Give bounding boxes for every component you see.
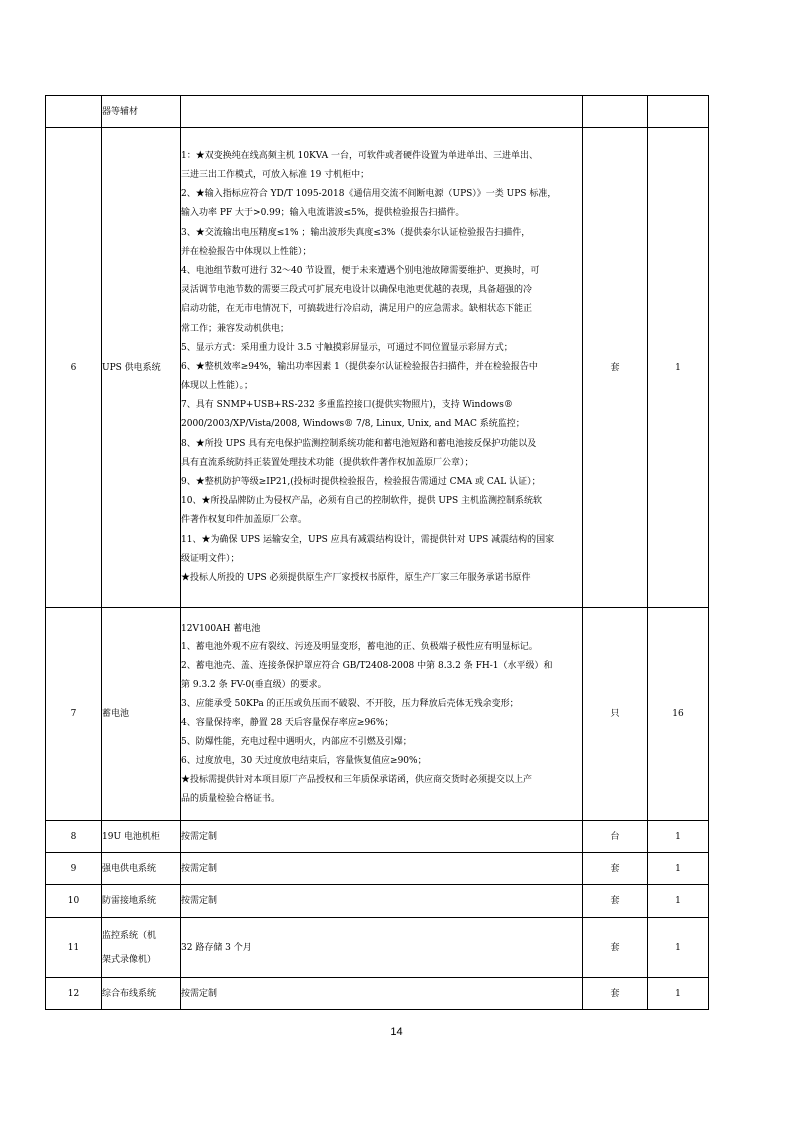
item-quantity: 1 bbox=[648, 918, 709, 978]
item-name bbox=[102, 608, 181, 821]
item-name bbox=[102, 885, 181, 918]
row-number bbox=[46, 96, 102, 128]
spec-line: 第 9.3.2 条 FV-0(垂直级）的要求。 bbox=[181, 680, 327, 691]
spec-line: 启动功能，在无市电情况下，可搞载进行冷启动，满足用户的应急需求。缺相状态下能正 bbox=[181, 304, 533, 315]
row-number: 9 bbox=[46, 853, 102, 885]
spec-line: ★投标需提供针对本项目原厂产品授权和三年质保承诺函，供应商交货时必须提交以上产 bbox=[181, 774, 533, 785]
spec-line: 12V100AH 蓄电池 bbox=[181, 623, 261, 634]
item-name bbox=[102, 96, 181, 128]
item-spec bbox=[181, 918, 583, 978]
spec-line: 按需定制 bbox=[181, 896, 218, 906]
spec-line: 输入功率 PF 大于>0.99；输入电流谐波≤5%，提供检验报告扫描件。 bbox=[181, 208, 465, 219]
spec-line: 5、显示方式：采用重力设计 3.5 寸触摸彩屏显示，可通过不同位置显示彩屏方式； bbox=[181, 342, 513, 353]
spec-line: 6、过度放电，30 天过度放电结束后，容量恢复值应≥90%； bbox=[181, 755, 427, 766]
item-name-line: 蓄电池 bbox=[102, 709, 130, 719]
item-quantity: 1 bbox=[648, 128, 709, 608]
item-unit: 只 bbox=[583, 608, 648, 821]
spec-line: 3、★交流输出电压精度≤1% ；输出波形失真度≤3%（提供泰尔认证检验报告扫描件， bbox=[181, 227, 531, 238]
spec-line: 灵活调节电池节数的需要三段式可扩展充电设计以确保电池更优越的表现，具备超强的冷 bbox=[181, 285, 533, 296]
row-number: 10 bbox=[46, 885, 102, 918]
page-number: 14 bbox=[390, 1026, 403, 1038]
item-name-line: 器等辅材 bbox=[102, 106, 139, 117]
spec-line: 5、防爆性能，充电过程中遇明火，内部应不引燃及引爆； bbox=[181, 736, 412, 747]
spec-line: 体现以上性能）。； bbox=[181, 381, 254, 392]
item-quantity: 1 bbox=[648, 821, 709, 853]
item-name-line: 强电供电系统 bbox=[102, 863, 157, 874]
table-row bbox=[46, 821, 709, 853]
spec-line: 具有直流系统防抖正装置处理技术功能（提供软件著作权加盖原厂公章）； bbox=[181, 457, 474, 468]
item-unit bbox=[583, 96, 648, 128]
item-name bbox=[102, 853, 181, 885]
item-name-line: 防雷接地系统 bbox=[102, 896, 157, 906]
spec-line: 7、具有 SNMP+USB+RS-232 多重监控接口(提供实物照片)，支持 Windows® bbox=[181, 400, 513, 411]
row-number: 11 bbox=[46, 918, 102, 978]
item-name bbox=[102, 821, 181, 853]
table-row bbox=[46, 608, 709, 821]
item-spec bbox=[181, 96, 583, 128]
spec-line: 并在检验报告中体现以上性能）； bbox=[181, 246, 312, 257]
item-quantity bbox=[648, 96, 709, 128]
spec-line: 按需定制 bbox=[181, 831, 218, 842]
table-row bbox=[46, 885, 709, 918]
spec-line: 常工作；兼容发动机供电； bbox=[181, 323, 290, 334]
spec-line: 4、容量保持率，静置 28 天后容量保存率应≥96%； bbox=[181, 718, 394, 728]
row-number: 8 bbox=[46, 821, 102, 853]
item-spec bbox=[181, 608, 583, 821]
spec-line: ★投标人所投的 UPS 必须提供原生产厂家授权书原件，原生产厂家三年服务承诺书原件 bbox=[181, 572, 531, 583]
item-quantity: 1 bbox=[648, 853, 709, 885]
table-row bbox=[46, 853, 709, 885]
spec-line: 3、应能承受 50KPa 的正压或负压而不破裂、不开胶，压力释放后壳体无残余变形； bbox=[181, 699, 519, 710]
item-name-line: 19U 电池机柜 bbox=[102, 831, 160, 842]
item-name-line: 综合布线系统 bbox=[102, 988, 157, 999]
item-quantity: 1 bbox=[648, 978, 709, 1010]
item-name-line: UPS 供电系统 bbox=[102, 362, 161, 373]
spec-line: 2、★输入指标应符合 YD/T 1095-2018《通信用交流不间断电源（UPS）》一类 UPS 标准， bbox=[181, 189, 557, 200]
item-unit: 套 bbox=[583, 885, 648, 918]
table-row bbox=[46, 918, 709, 978]
table-row bbox=[46, 978, 709, 1010]
item-name-line: 监控系统（机 bbox=[102, 930, 157, 941]
spec-line: 4、电池组节数可进行 32～40 节设置，便于未来遭遇个别电池故障需要维护、更换时，可 bbox=[181, 265, 540, 276]
item-name bbox=[102, 918, 181, 978]
item-spec bbox=[181, 978, 583, 1010]
spec-line: 1：★双变换纯在线高频主机 10KVA 一台，可软件或者硬件设置为单进单出、三进单出、 bbox=[181, 150, 539, 161]
item-spec bbox=[181, 128, 583, 608]
spec-line: 32 路存储 3 个月 bbox=[181, 942, 252, 953]
item-name-line: 架式录像机） bbox=[102, 954, 157, 965]
item-unit: 套 bbox=[583, 918, 648, 978]
spec-line: 6、★整机效率≥94%，输出功率因素 1（提供泰尔认证检验报告扫描件，并在检验报告中 bbox=[181, 361, 538, 372]
spec-line: 按需定制 bbox=[181, 863, 218, 874]
row-number: 12 bbox=[46, 978, 102, 1010]
item-unit: 套 bbox=[583, 853, 648, 885]
spec-line: 9、★整机防护等级≥IP21,(投标时提供检验报告，检验报告需通过 CMA 或 CAL 认证）； bbox=[181, 477, 541, 488]
spec-line: 三进三出工作模式，可放入标准 19 寸机柜中； bbox=[181, 170, 370, 181]
item-quantity: 1 bbox=[648, 885, 709, 918]
spec-line: 件著作权复印件加盖原厂公章。 bbox=[181, 515, 308, 526]
spec-line: 8、★所投 UPS 具有充电保护监测控制系统功能和蓄电池短路和蓄电池接反保护功能以及 bbox=[181, 438, 537, 449]
spec-line: 2、蓄电池壳、盖、连接条保护罩应符合 GB/T2408-2008 中第 8.3.2 条 FH-1（水平级）和 bbox=[181, 661, 553, 672]
item-unit: 台 bbox=[583, 821, 648, 853]
table-row bbox=[46, 128, 709, 608]
row-number: 6 bbox=[46, 128, 102, 608]
item-spec bbox=[181, 821, 583, 853]
item-spec bbox=[181, 885, 583, 918]
item-name bbox=[102, 978, 181, 1010]
spec-line: 1、蓄电池外观不应有裂纹、污迹及明显变形，蓄电池的正、负极端子极性应有明显标记。 bbox=[181, 642, 538, 653]
spec-line: 2000/2003/XP/Vista/2008, Windows® 7/8, Linux, Unix, and MAC 系统监控； bbox=[181, 419, 525, 430]
row-number: 7 bbox=[46, 608, 102, 821]
item-spec bbox=[181, 853, 583, 885]
spec-line: 级证明文件）； bbox=[181, 553, 240, 564]
specification-table bbox=[45, 95, 709, 1010]
item-quantity: 16 bbox=[648, 608, 709, 821]
spec-line: 10、★所投品牌防止为侵权产品，必须有自己的控制软件，提供 UPS 主机监测控制系统软 bbox=[181, 496, 542, 507]
table-row bbox=[46, 96, 709, 128]
spec-line: 按需定制 bbox=[181, 988, 218, 999]
spec-line: 品的质量检验合格证书。 bbox=[181, 793, 281, 804]
spec-line: 11、★为确保 UPS 运输安全，UPS 应具有减震结构设计，需提供针对 UPS 减震结构的国家 bbox=[181, 534, 555, 545]
item-unit: 套 bbox=[583, 978, 648, 1010]
item-name bbox=[102, 128, 181, 608]
item-unit: 套 bbox=[583, 128, 648, 608]
